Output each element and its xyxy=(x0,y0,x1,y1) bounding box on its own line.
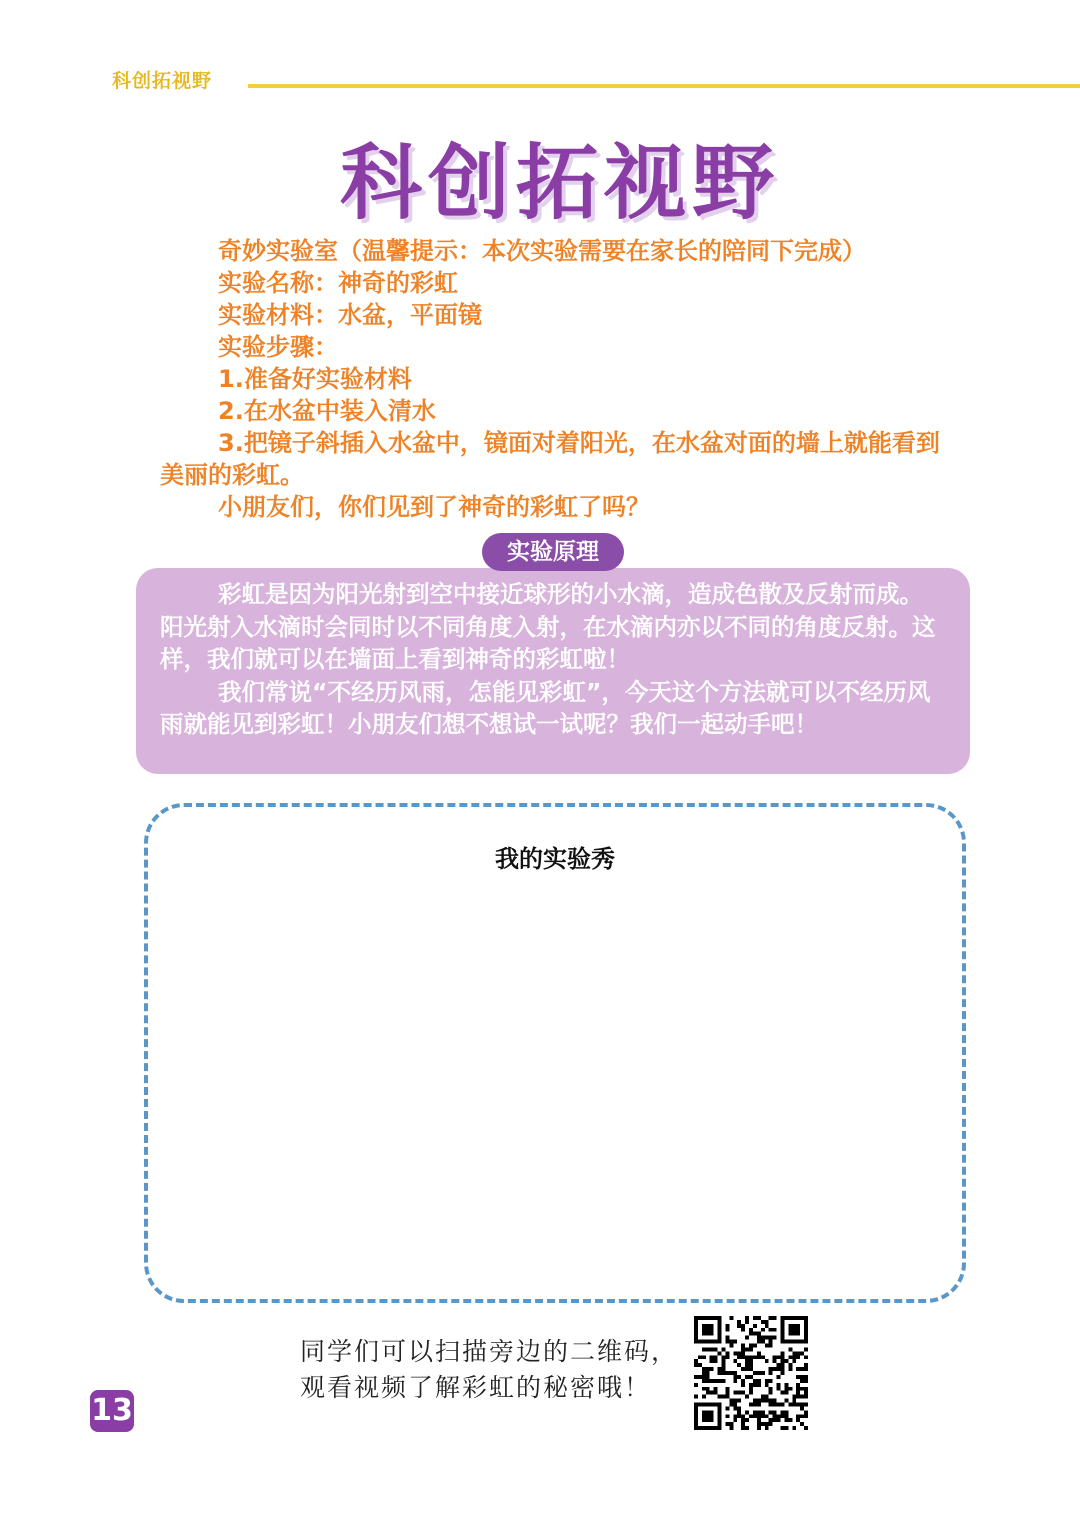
principle-paragraph: 我们常说“不经历风雨，怎能见彩虹”，今天这个方法就可以不经历风雨就能见到彩虹！小朋友们想不想试一试呢？我们一起动手吧！ xyxy=(160,677,931,738)
steps-heading: 实验步骤： xyxy=(218,333,338,361)
step-item: 3.把镜子斜插入水盆中，镜面对着阳光，在水盆对面的墙上就能看到美丽的彩虹。 xyxy=(160,429,940,489)
experiment-section xyxy=(160,235,950,523)
principle-paragraph: 彩虹是因为阳光射到空中接近球形的小水滴，造成色散及反射而成。阳光射入水滴时会同时以不同角度入射，在水滴内亦以不同的角度反射。这样，我们就可以在墙面上看到神奇的彩虹啦！ xyxy=(160,580,936,673)
experiment-intro: 奇妙实验室（温馨提示：本次实验需要在家长的陪同下完成） xyxy=(218,237,866,265)
header-rule xyxy=(248,84,1080,88)
qr-note-line: 观看视频了解彩虹的秘密哦！ xyxy=(300,1373,652,1402)
principle-box xyxy=(136,568,970,774)
experiment-name: 实验名称：神奇的彩虹 xyxy=(218,269,458,297)
qr-note xyxy=(300,1334,700,1406)
section-label: 科创拓视野 xyxy=(112,70,213,92)
show-title: 我的实验秀 xyxy=(495,845,615,873)
principle-label: 实验原理 xyxy=(482,533,624,571)
step-item: 1.准备好实验材料 xyxy=(218,365,412,393)
qr-note-line: 同学们可以扫描旁边的二维码， xyxy=(300,1337,679,1366)
experiment-show-area xyxy=(144,803,966,1303)
step-item: 2.在水盆中装入清水 xyxy=(218,397,436,425)
experiment-materials: 实验材料：水盆，平面镜 xyxy=(218,301,482,329)
experiment-question: 小朋友们，你们见到了神奇的彩虹了吗？ xyxy=(218,493,650,521)
page-title: 科创拓视野 xyxy=(339,136,780,231)
qr-code-icon[interactable] xyxy=(694,1316,808,1430)
page-number: 13 xyxy=(90,1390,134,1432)
